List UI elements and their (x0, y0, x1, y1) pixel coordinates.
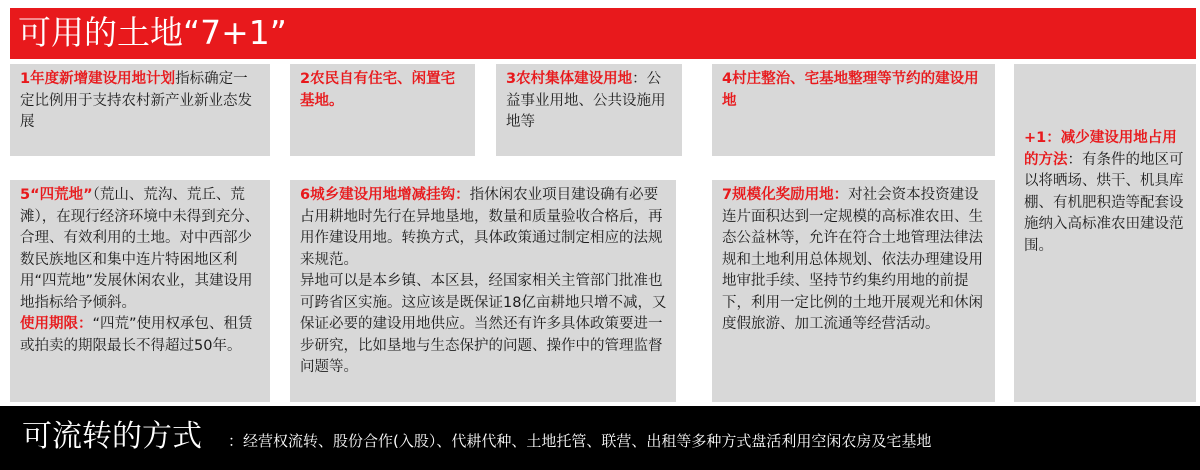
card-four-wastelands-heading: 5“四荒地” (20, 187, 93, 203)
card-collective-land-heading: 3农村集体建设用地 (506, 71, 633, 87)
card-plus-one-heading: +1：减少建设用地占用的方法 (1024, 130, 1177, 168)
page-title: 可用的土地“7+1” (18, 13, 287, 52)
card-land-linkage-heading: 6城乡建设用地增减挂钩： (300, 187, 470, 203)
card-land-linkage (290, 180, 676, 402)
footer-title: 可流转的方式 (22, 419, 202, 454)
card-plus-one (1014, 64, 1196, 402)
card-scale-reward-heading: 7规模化奖励用地： (722, 187, 849, 203)
card-four-wastelands-term-text: “四荒”使用权承包、租赁或拍卖的期限最长不得超过50年。 (20, 316, 253, 354)
card-land-linkage-text: 指休闲农业项目建设确有必要占用耕地时先行在异地垦地，数量和质量验收合格后，再用作建设用地。转换方式，具体政策通过制定相应的法规来规范。 (300, 187, 663, 268)
card-four-wastelands-term-heading: 使用期限： (20, 316, 93, 332)
card-collective-land-text: ：公益事业用地、公共设施用地等 (506, 71, 666, 130)
title-bar (10, 8, 1196, 59)
card-annual-plan (10, 64, 270, 156)
card-four-wastelands (10, 180, 270, 402)
card-idle-homestead-heading: 2农民自有住宅、闲置宅基地。 (300, 71, 456, 109)
footer-text: ：经营权流转、股份合作(入股）、代耕代种、土地托管、联营、出租等多种方式盘活利用空闲农房及宅基地 (228, 432, 932, 450)
card-scale-reward (712, 180, 995, 402)
card-plus-one-text: ：有条件的地区可以将晒场、烘干、机具库棚、有机肥积造等配套设施纳入高标准农田建设范围。 (1024, 151, 1184, 254)
footer-bar (0, 406, 1200, 470)
card-land-linkage-text-2: 异地可以是本乡镇、本区县，经国家相关主管部门批准也可跨省区实施。这应该是既保证18亿亩耕地只增不减，又保证必要的建设用地供应。当然还有许多具体政策要进一步研究，比如垦地与生态保护的问题、操作中的管理监督问题等。 (300, 273, 667, 375)
card-collective-land (496, 64, 682, 156)
card-idle-homestead (290, 64, 475, 156)
card-annual-plan-text: 指标确定一定比例用于支持农村新产业新业态发展 (20, 71, 252, 130)
card-four-wastelands-text: （荒山、荒沟、荒丘、荒滩），在现行经济环境中未得到充分、合理、有效利用的土地。对中西部少数民族地区和集中连片特困地区利用“四荒地”发展休闲农业，其建设用地指标给予倾斜。 (20, 187, 260, 311)
card-village-renovation (712, 64, 995, 156)
card-annual-plan-heading: 1年度新增建设用地计划 (20, 71, 176, 87)
card-village-renovation-heading: 4村庄整治、宅基地整理等节约的建设用地 (722, 71, 979, 109)
card-scale-reward-text: 对社会资本投资建设连片面积达到一定规模的高标准农田、生态公益林等，允许在符合土地管理法律法规和土地利用总体规划、依法办理建设用地审批手续、坚持节约集约用地的前提下，利用一定比例的土地开展观光和休闲度假旅游、加工流通等经营活动。 (722, 187, 983, 332)
